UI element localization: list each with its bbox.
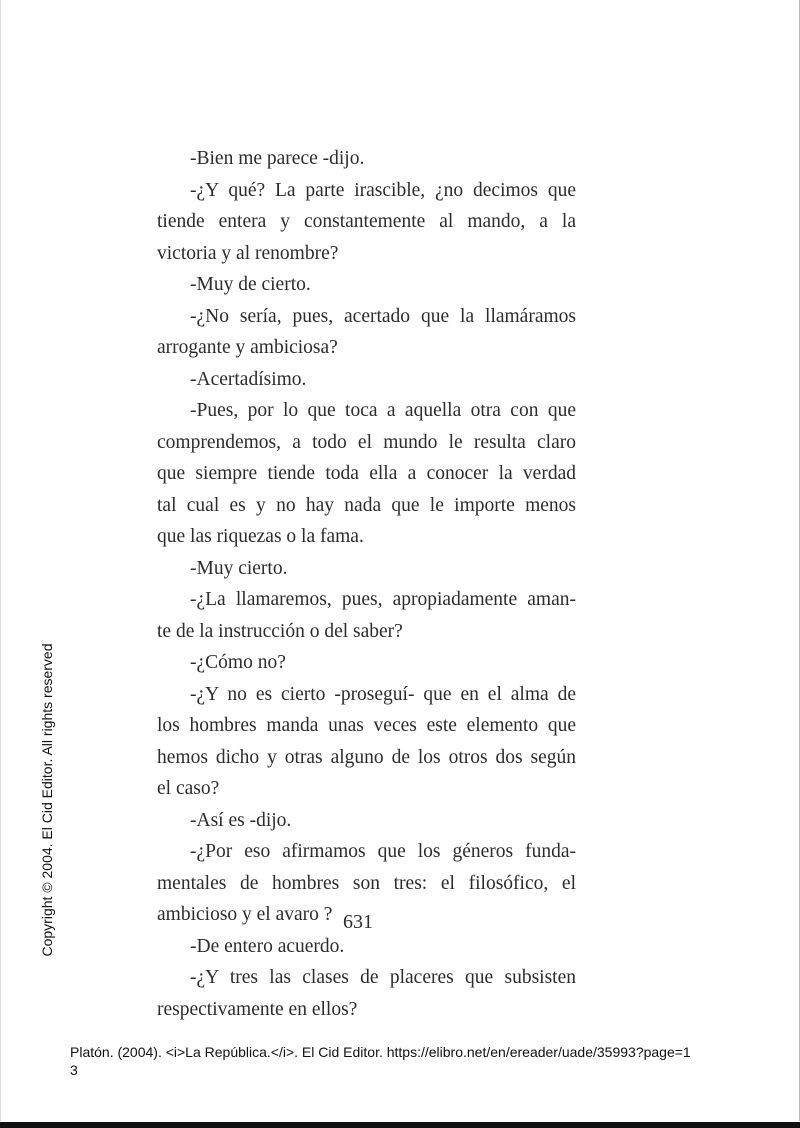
text-line: -¿No sería, pues, acertado que la llamáramos <box>190 305 576 327</box>
text-line: -Acertadísimo. <box>190 368 307 390</box>
text-line: -¿Por eso afirmamos que los géneros funda- <box>190 841 576 862</box>
text-line: -Muy cierto. <box>190 557 288 579</box>
text-line: -De entero acuerdo. <box>190 935 345 957</box>
text-line: tiende entera y constantemente al mando, a la <box>157 211 576 232</box>
text-line: los hombres manda unas veces este elemento que <box>157 715 576 736</box>
text-line: te de la instrucción o del saber? <box>157 620 403 642</box>
text-line: -¿Cómo no? <box>190 652 286 673</box>
text-line: mentales de hombres son tres: el filosófico, el <box>157 872 576 894</box>
text-line: -Pues, por lo que toca a aquella otra con que <box>190 400 576 421</box>
text-line: el caso? <box>157 778 220 799</box>
text-line: -¿Y no es cierto -proseguí- que en el alma de <box>190 683 576 705</box>
text-line: -¿Y qué? La parte irascible, ¿no decimos que <box>190 179 576 201</box>
page-number: 631 <box>343 911 373 933</box>
citation-line: Platón. (2004). <i>La República.</i>. El Cid Editor. https://elibro.net/en/ereader/uade/35993?page=1 <box>70 1044 691 1060</box>
text-line: -¿Y tres las clases de placeres que subsisten <box>190 967 576 988</box>
text-line: que las riquezas o la fama. <box>157 526 364 547</box>
text-line: -Así es -dijo. <box>190 809 292 831</box>
citation <box>70 1043 750 1079</box>
text-line: comprendemos, a todo el mundo le resulta claro <box>157 431 576 453</box>
text-line: respectivamente en ellos? <box>157 998 358 1020</box>
text-line: -Bien me parece -dijo. <box>190 148 365 169</box>
bottom-border <box>0 1122 800 1128</box>
text-line: ambicioso y el avaro ? <box>157 904 333 925</box>
citation-line: 3 <box>70 1062 78 1078</box>
text-line: arrogante y ambiciosa? <box>157 337 338 358</box>
text-line: victoria y al renombre? <box>157 242 339 264</box>
text-line: hemos dicho y otras alguno de los otros dos según <box>157 746 576 768</box>
text-line: -Muy de cierto. <box>190 274 311 295</box>
copyright-notice: Copyright © 2004. El Cid Editor. All rights reserved <box>39 643 55 957</box>
text-line: -¿La llamaremos, pues, apropiadamente aman- <box>190 589 576 610</box>
text-line: que siempre tiende toda ella a conocer la verdad <box>157 463 576 484</box>
book-text <box>157 143 576 1025</box>
text-line: tal cual es y no hay nada que le importe menos <box>157 494 576 516</box>
